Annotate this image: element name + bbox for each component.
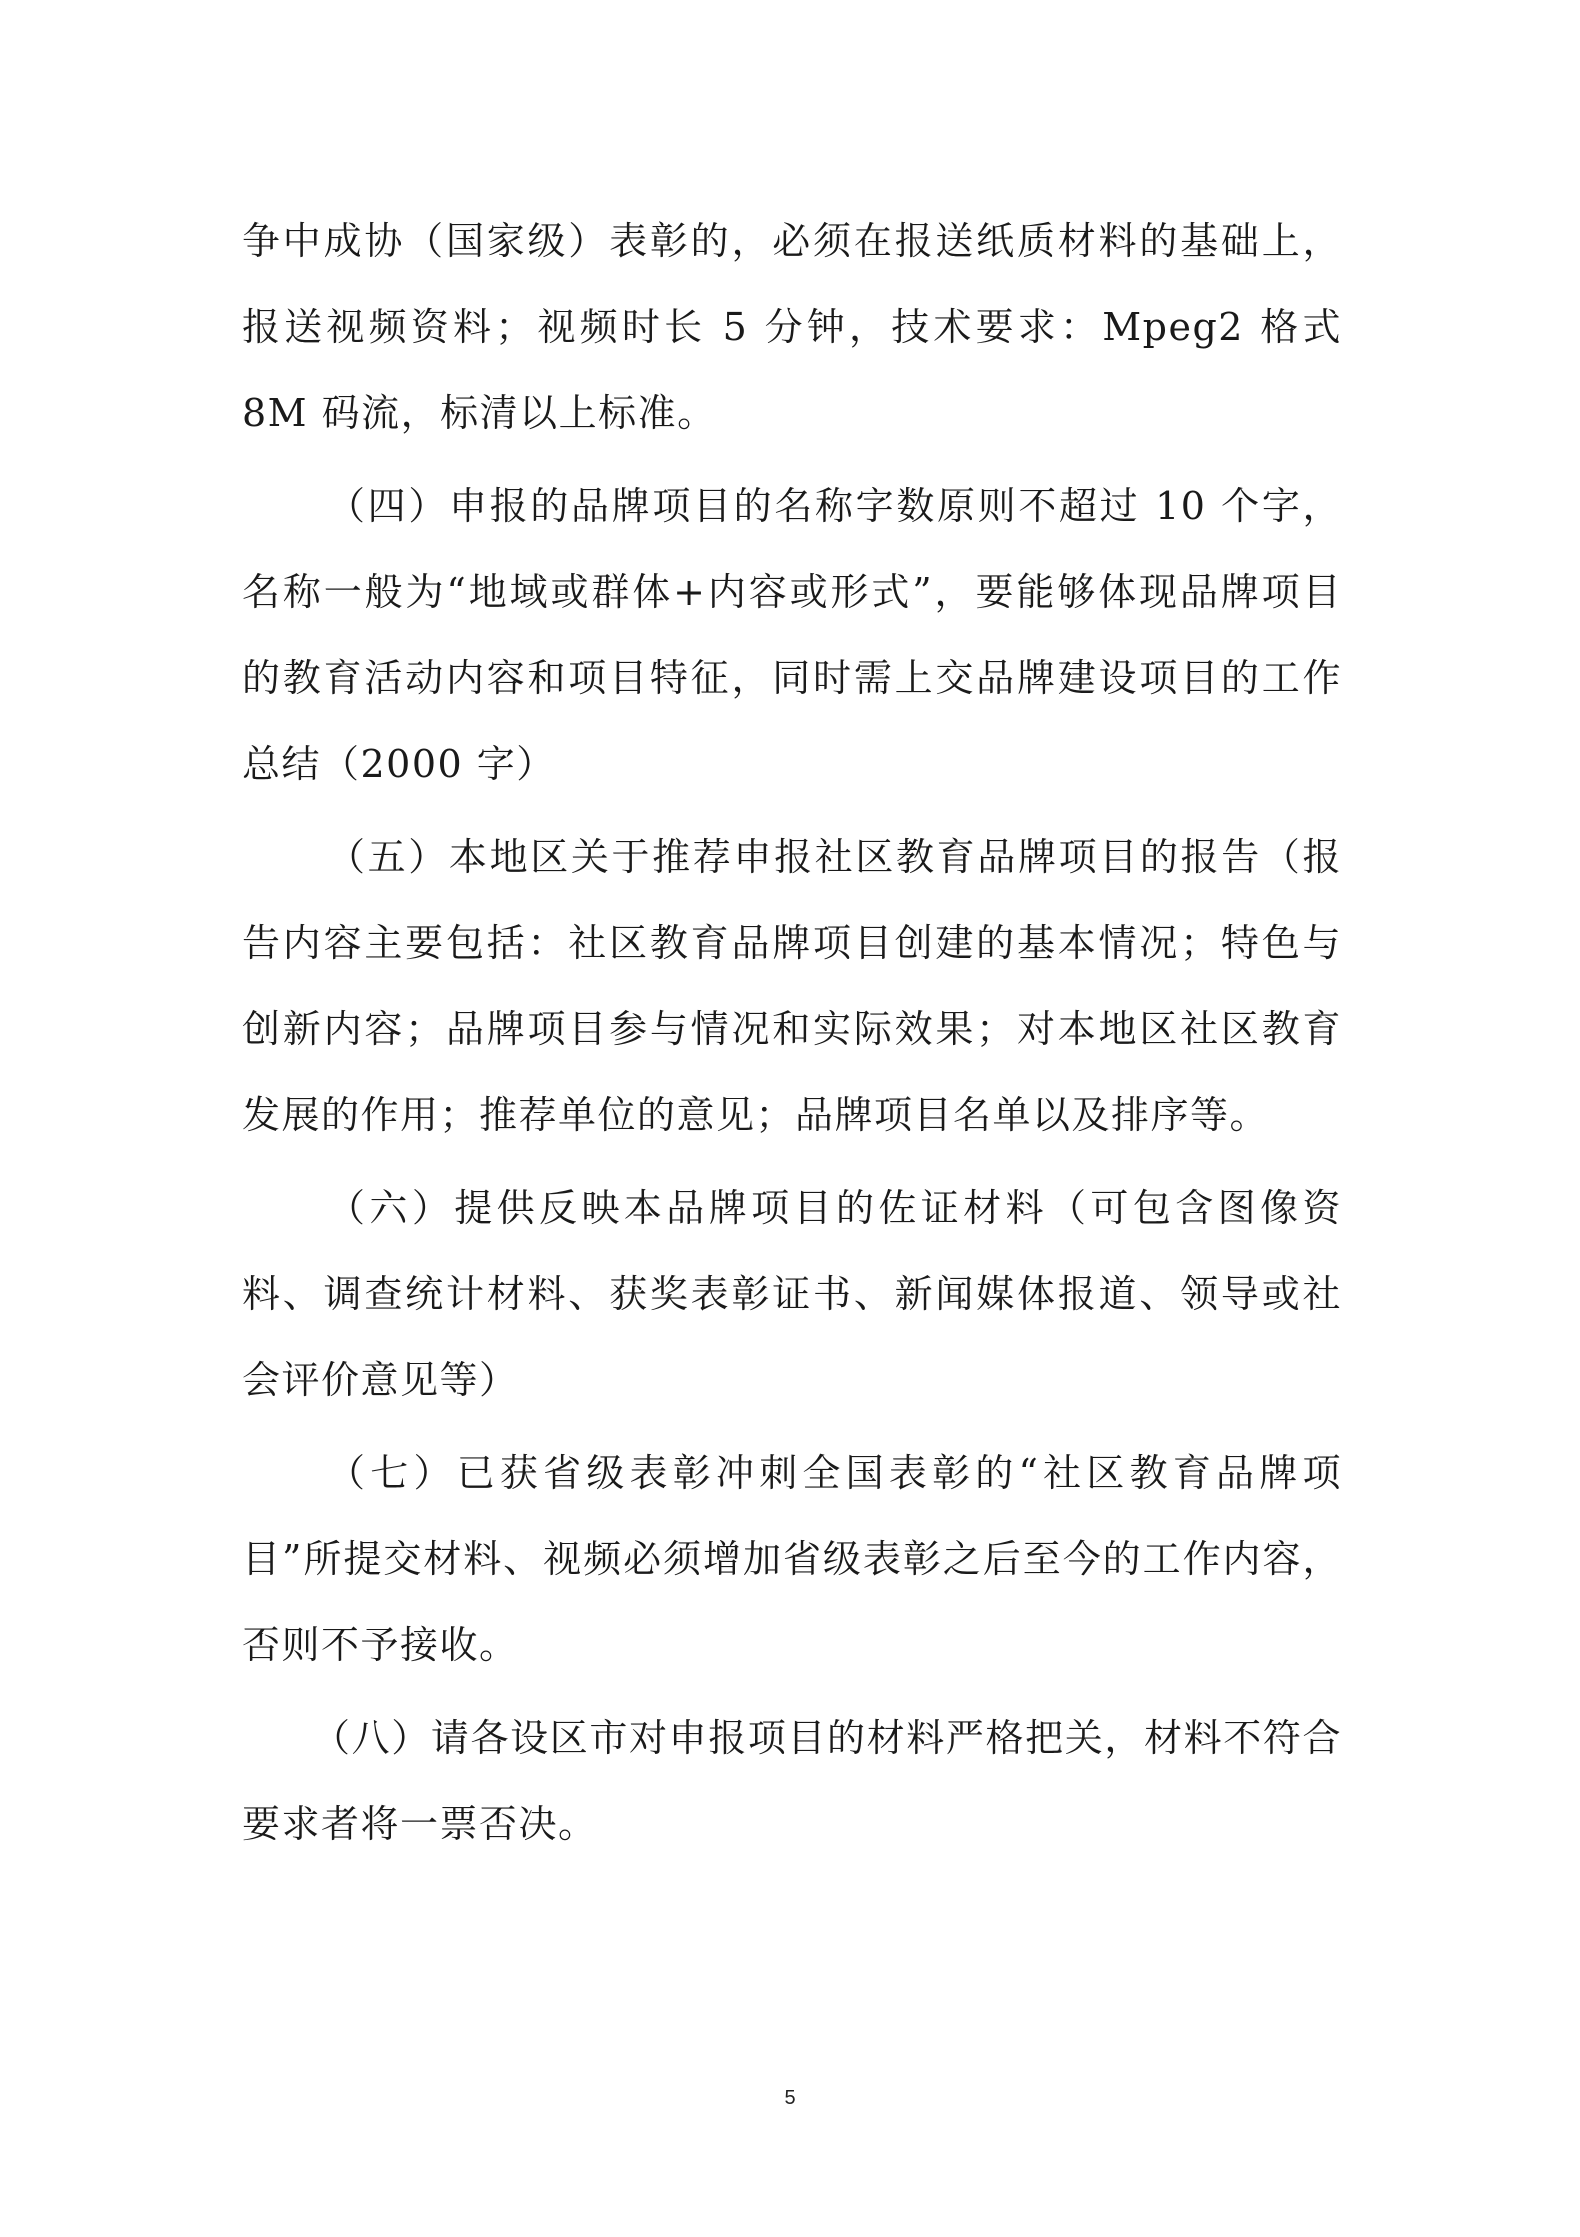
paragraph-continuation: 争中成协（国家级）表彰的，必须在报送纸质材料的基础上，报送视频资料；视频时长 5 分钟，技术要求：Mpeg2 格式 8M 码流，标清以上标准。 [242,219,1342,435]
paragraph-item-5: （五）本地区关于推荐申报社区教育品牌项目的报告（报告内容主要包括：社区教育品牌项目创建的基本情况；特色与创新内容；品牌项目参与情况和实际效果；对本地区社区教育发展的作用；推荐单位的意见；品牌项目名单以及排序等。 [242,835,1342,1137]
paragraph-item-8: （八）请各设区市对申报项目的材料严格把关，材料不符合要求者将一票否决。 [242,1716,1342,1846]
paragraph-item-6: （六）提供反映本品牌项目的佐证材料（可包含图像资料、调查统计材料、获奖表彰证书、新闻媒体报道、领导或社会评价意见等） [242,1186,1342,1402]
paragraph-item-4: （四）申报的品牌项目的名称字数原则不超过 10 个字，名称一般为“地域或群体+内容或形式”，要能够体现品牌项目的教育活动内容和项目特征，同时需上交品牌建设项目的工作总结（2000 字） [242,484,1342,786]
document-body [242,198,1342,1874]
page-number: 5 [784,2087,796,2109]
paragraph-item-7: （七）已获省级表彰冲刺全国表彰的“社区教育品牌项目”所提交材料、视频必须增加省级表彰之后至今的工作内容，否则不予接收。 [242,1451,1342,1667]
